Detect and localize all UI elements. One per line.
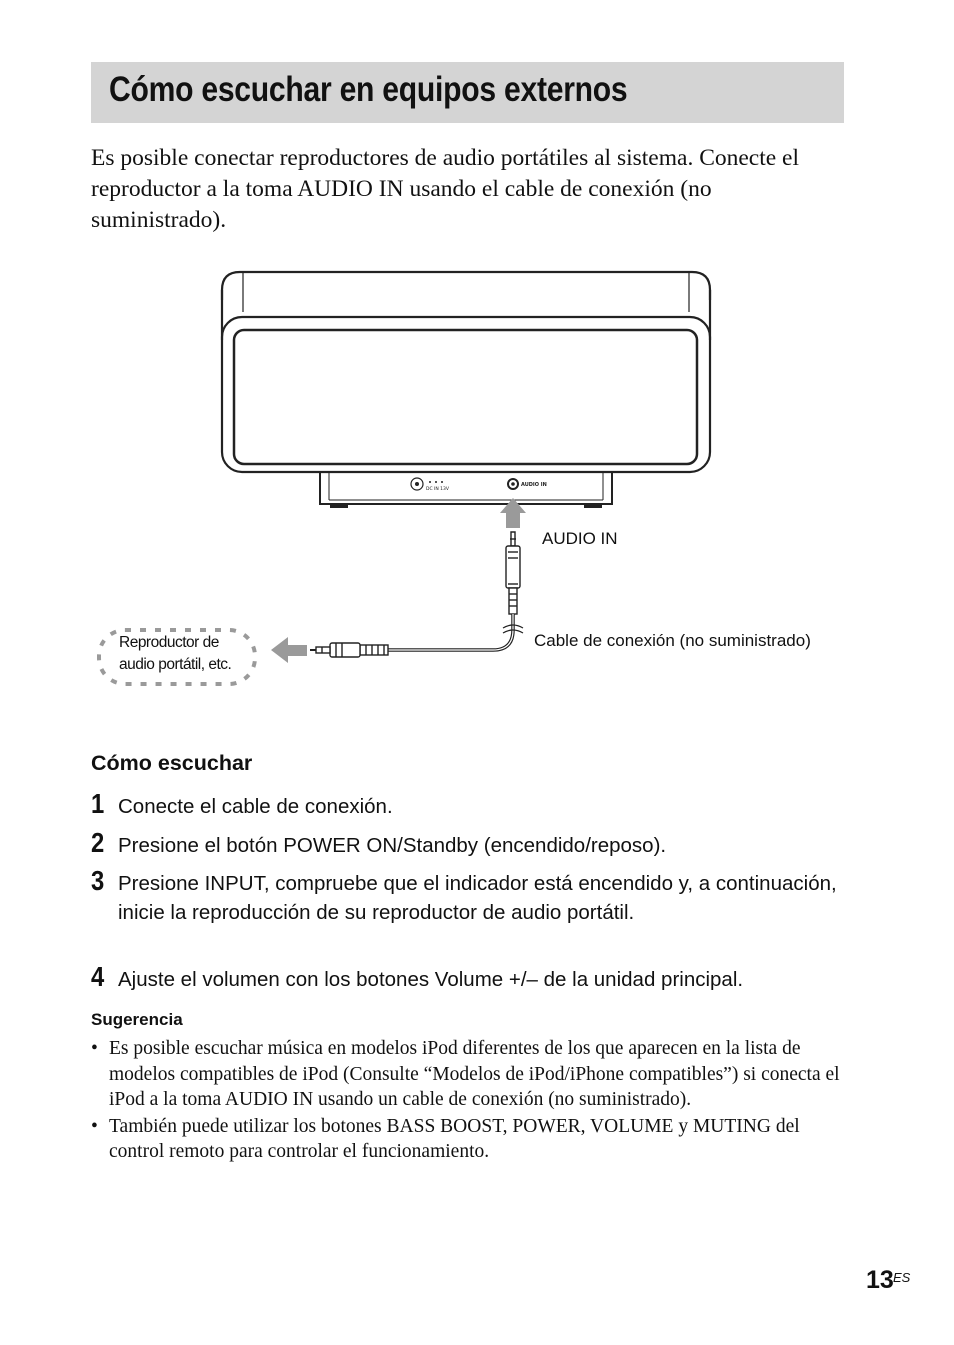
tip-item (91, 1114, 851, 1165)
step-text: Ajuste el volumen con los botones Volume +/– de la unidad principal. (118, 968, 744, 991)
player-label-line1: Reproductor de (119, 634, 219, 651)
tip-text: Es posible escuchar música en modelos iPod diferentes de los que aparecen en la lista de modelos compatibles de iPod (Consulte “Modelos de iPod/iPhone compatibles”) si conecta el iPod a la toma AUDIO IN usando un cable de conexión (no suministrado). (109, 1038, 840, 1110)
step-text: Conecte el cable de conexión. (118, 795, 393, 818)
speaker-body (222, 317, 710, 472)
step-number: 1 (91, 788, 105, 819)
step-text: Presione el botón POWER ON/Standby (encendido/reposo). (118, 834, 667, 857)
arrow-up-icon (500, 498, 526, 528)
arrow-left-icon (271, 637, 307, 663)
dc-in-label: DC IN 13V (426, 487, 449, 492)
player-label-line2: audio portátil, etc. (119, 656, 232, 673)
bullet: • (91, 1115, 98, 1137)
tips-list (91, 1036, 851, 1165)
vertical-plug (506, 532, 520, 614)
page-title: Cómo escuchar en equipos externos (109, 70, 628, 109)
horizontal-plug (310, 643, 388, 657)
section-heading: Cómo escuchar (91, 751, 253, 775)
intro-paragraph: Es posible conectar reproductores de audio portátiles al sistema. Conecte el reproductor a la toma AUDIO IN usando el cable de conexión (no suministrado). (91, 145, 800, 233)
step-number: 3 (91, 865, 105, 896)
page-number: 13 (866, 1266, 894, 1294)
connection-cable (388, 614, 513, 650)
bullet: • (91, 1038, 98, 1059)
player-label (119, 632, 255, 676)
speaker-housing (222, 272, 710, 300)
tip-item (91, 1036, 851, 1113)
tip-heading: Sugerencia (91, 1010, 183, 1029)
step-number: 4 (91, 961, 105, 992)
step-text: Presione INPUT, compruebe que el indicador está encendido y, a continuación, inicie la reproducción de su reproductor de audio portátil. (118, 872, 837, 924)
cable-label: Cable de conexión (no suministrado) (534, 631, 811, 650)
speaker-grille (234, 330, 697, 464)
audio-in-panel-label: AUDIO IN (521, 482, 547, 488)
tip-text: También puede utilizar los botones BASS BOOST, POWER, VOLUME y MUTING del control remoto para controlar el funcionamiento. (109, 1115, 800, 1162)
step-number: 2 (91, 827, 105, 858)
audio-in-label: AUDIO IN (542, 529, 618, 548)
connector-panel (320, 472, 612, 504)
page-language-suffix: ES (893, 1270, 911, 1285)
